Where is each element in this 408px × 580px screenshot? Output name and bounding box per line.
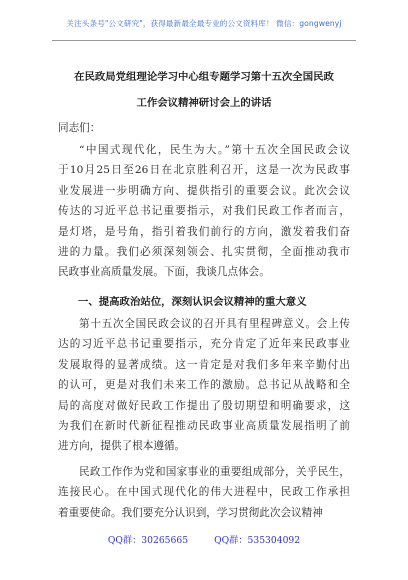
header-banner-wechat: 微信：gongwenyj	[276, 19, 342, 28]
paragraph-line: 第十五次全国民政会议的召开具有里程碑意义。会上传	[79, 318, 350, 330]
paragraph-line: 连接民心。在中国式现代化的伟大进程中，民政工作承担	[58, 486, 350, 499]
paragraph-line: 着重要使命。我们要充分认识到，学习贯彻此次会议精神	[58, 506, 323, 519]
paragraph-line: 为我们在新时代新征程推动民政事业高质量发展指明了前	[58, 420, 350, 433]
document-title	[52, 64, 356, 116]
header-banner	[28, 18, 380, 29]
document-title-line-2: 工作会议精神研讨会上的讲话	[136, 97, 272, 109]
paragraph-line: 进方向，提供了根本遵循。	[58, 440, 186, 453]
paragraph-3	[58, 462, 350, 523]
paragraph-line: 的认可，更是对我们未来工作的激励。总书记从战略和全	[58, 379, 350, 392]
footer-contact	[52, 532, 356, 546]
paragraph-1	[58, 140, 350, 283]
footer-qq-group-2: QQ群：535304092	[214, 535, 301, 546]
paragraph-line: 民政事业高质量发展。下面，我谈几点体会。	[58, 266, 270, 279]
paragraph-line: 民政工作作为党和国家事业的重要组成部分，关乎民生，	[79, 466, 350, 478]
paragraph-2	[58, 314, 350, 457]
header-divider	[52, 40, 356, 41]
footer-qq-group-1: QQ群：30265665	[107, 535, 189, 546]
section-heading-1: 一、提高政治站位，深刻认识会议精神的重大意义	[78, 296, 307, 308]
paragraph-line: 是灯塔，是号角，指引着我们前行的方向，激发着我们奋	[58, 225, 350, 238]
paragraph-line: 传达的习近平总书记重要指示，对我们民政工作者而言，	[58, 205, 350, 218]
paragraph-line: 业发展进一步明确方向、提供指引的重要会议。此次会议	[58, 184, 350, 197]
paragraph-line: 发展取得的显著成绩。这一肯定是对我们多年来辛勤付出	[58, 358, 350, 371]
paragraph-line: 于10月25日至26日在北京胜利召开，这是一次为民政事	[58, 164, 350, 177]
header-banner-promo: 关注头条号"公文研究"，获得最新最全最专业的公文资料库！	[66, 19, 274, 28]
paragraph-line: 达的习近平总书记重要指示，充分肯定了近年来民政事业	[58, 338, 350, 351]
document-title-line-1: 在民政局党组理论学习中心组专题学习第十五次全国民政	[74, 71, 334, 83]
paragraph-line: “中国式现代化，民生为大。”第十五次全国民政会议	[79, 144, 350, 156]
paragraph-line: 进的力量。我们必须深刻领会、扎实贯彻，全面推动我市	[58, 246, 350, 259]
salutation: 同志们：	[58, 122, 101, 134]
paragraph-line: 局的高度对做好民政工作提出了殷切期望和明确要求，这	[58, 399, 350, 412]
